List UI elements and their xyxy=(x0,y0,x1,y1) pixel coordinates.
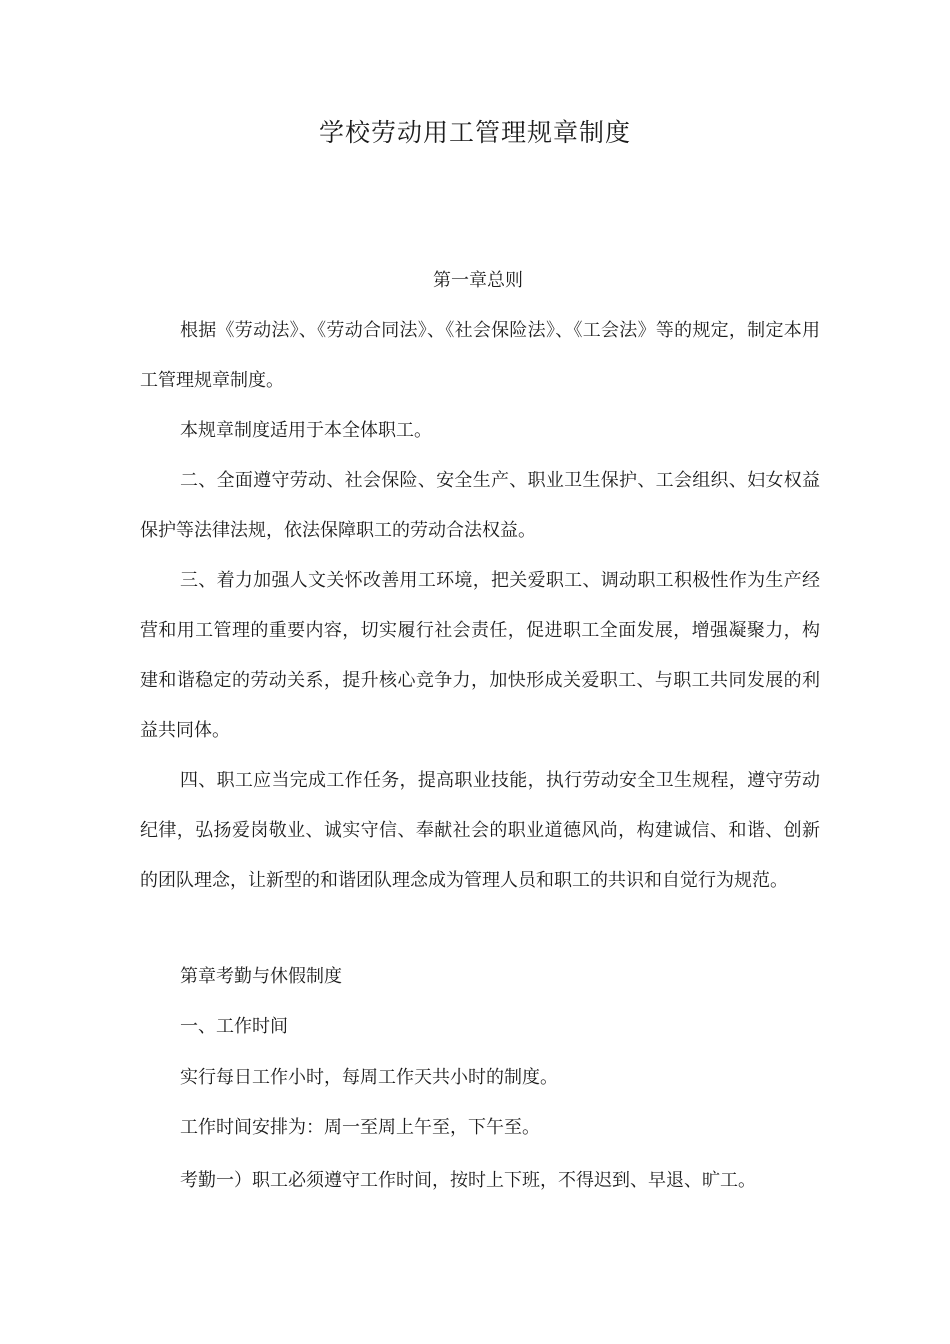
paragraph-scope: 本规章制度适用于本全体职工。 xyxy=(180,420,432,441)
chapter2-heading: 第章考勤与休假制度 xyxy=(180,966,342,987)
work-hours-rule: 实行每日工作小时，每周工作天共小时的制度。 xyxy=(180,1067,558,1088)
work-schedule: 工作时间安排为：周一至周上午至，下午至。 xyxy=(180,1117,540,1138)
attendance-rule: 考勤一）职工必须遵守工作时间，按时上下班，不得迟到、早退、旷工。 xyxy=(180,1170,756,1191)
chapter-heading: 第一章总则 xyxy=(433,270,523,291)
paragraph-care: 三、着力加强人文关怀改善用工环境，把关爱职工、调动职工积极性作为生产经营和用工管理的重要内容，切实履行社会责任，促进职工全面发展，增强凝聚力，构建和谐稳定的劳动关系，提升核心竞争力，加快形成关爱职工、与职工共同发展的利益共同体。 xyxy=(140,570,820,741)
document-title: 学校劳动用工管理规章制度 xyxy=(318,118,631,147)
paragraph-compliance: 二、全面遵守劳动、社会保险、安全生产、职业卫生保护、工会组织、妇女权益保护等法律法规，依法保障职工的劳动合法权益。 xyxy=(140,470,820,541)
paragraph-duties: 四、职工应当完成工作任务，提高职业技能，执行劳动安全卫生规程，遵守劳动纪律，弘扬爱岗敬业、诚实守信、奉献社会的职业道德风尚，构建诚信、和谐、创新的团队理念，让新型的和谐团队理念成为管理人员和职工的共识和自觉行为规范。 xyxy=(140,770,820,891)
section-work-hours: 一、工作时间 xyxy=(180,1016,288,1037)
paragraph-legal-basis: 根据《劳动法》、《劳动合同法》、《社会保险法》、《工会法》等的规定，制定本用工管理规章制度。 xyxy=(140,320,820,391)
